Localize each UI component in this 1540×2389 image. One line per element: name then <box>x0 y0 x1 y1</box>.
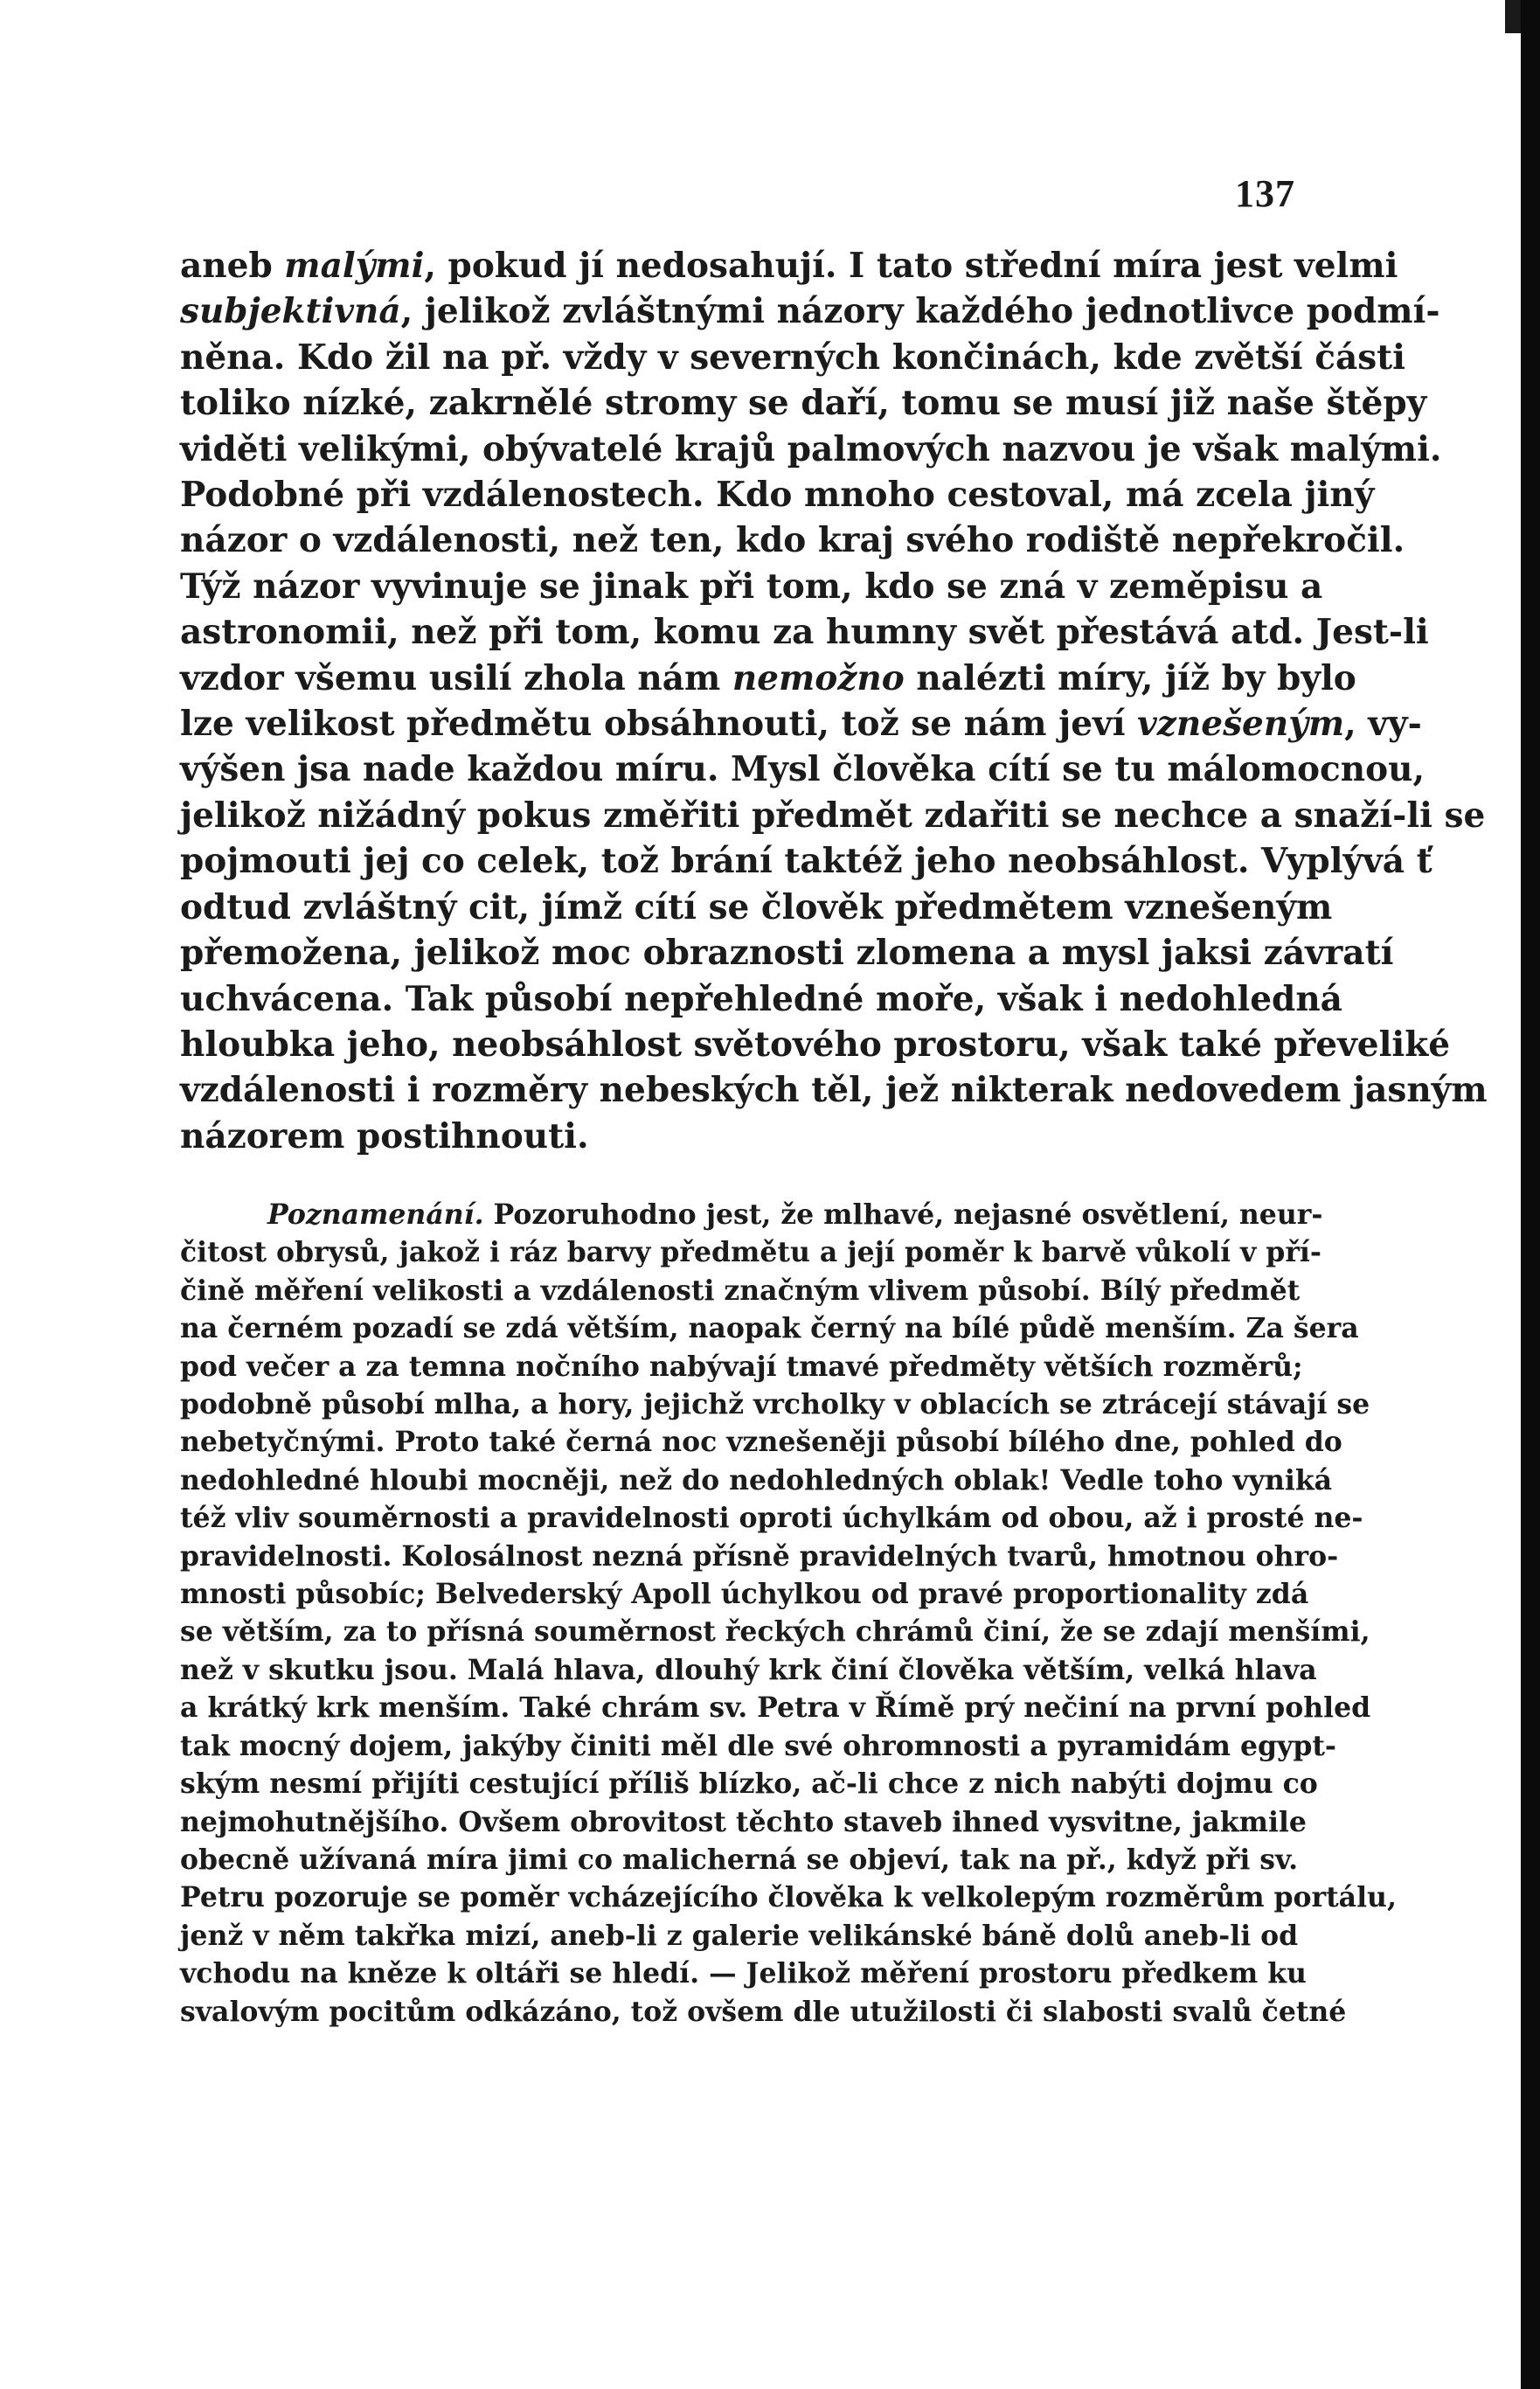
footnote-section <box>180 1196 1397 2031</box>
text-run: nalézti míry, jíž by bylo <box>904 657 1356 698</box>
text-line <box>180 793 1486 838</box>
note-line <box>180 1689 1371 1726</box>
note-text-run: mnosti působíc; Belvederský Apoll úchylkou od pravé proportionality zdá <box>180 1578 1309 1611</box>
note-text-run: též vliv souměrnosti a pravidelnosti oproti úchylkám od obou, až i prosté ne- <box>180 1502 1363 1535</box>
text-run: názorem postihnouti. <box>180 1115 589 1156</box>
note-line <box>180 1879 1397 1916</box>
note-text-run: nedohledné hloubi mocněji, než do nedohledných oblak! Vedle toho vyniká <box>180 1463 1333 1497</box>
text-line <box>180 885 1333 930</box>
note-line <box>180 1499 1363 1537</box>
note-text-run: a krátký krk menším. Také chrám sv. Petra v Římě prý nečiní na první pohled <box>180 1691 1371 1725</box>
note-text-run: na černém pozadí se zdá větším, naopak černý na bílé půdě menším. Za šera <box>180 1312 1359 1345</box>
note-line <box>180 1613 1370 1650</box>
text-line <box>180 1067 1488 1113</box>
text-run: názor o vzdálenosti, než ten, kdo kraj svého rodiště nepřekročil. <box>180 520 1405 561</box>
scan-border-corner <box>1505 0 1521 33</box>
emphasized-word: subjektivná <box>180 291 401 332</box>
text-line <box>180 564 1323 609</box>
note-text-run: Petru pozoruje se poměr vcházejícího člověka k velkolepým rozměrům portálu, <box>180 1881 1397 1914</box>
note-text-run: podobně působí mlha, a hory, jejichž vrcholky v oblacích se ztrácejí stávají se <box>180 1388 1370 1421</box>
note-text-run: čině měření velikosti a vzdálenosti značným vlivem působí. Bílý předmět <box>180 1274 1301 1307</box>
text-run: uchvácena. Tak působí nepřehledné moře, však i nedohledná <box>180 978 1342 1019</box>
note-line <box>180 1803 1307 1841</box>
note-text-run: pravidelnosti. Kolosálnost nezná přísně pravidelných tvarů, hmotnou ohro- <box>180 1539 1339 1573</box>
text-line <box>180 472 1375 517</box>
text-line <box>180 609 1429 655</box>
book-page <box>168 0 1488 2389</box>
text-run: lze velikost předmětu obsáhnouti, tož se nám jeví <box>180 704 1138 745</box>
text-run: odtud zvláštný cit, jímž cítí se člověk předmětem vznešeným <box>180 886 1333 927</box>
note-line <box>180 1423 1342 1461</box>
page-number: 137 <box>1235 172 1295 215</box>
text-run: hloubka jeho, neobsáhlost světového prostoru, však také převeliké <box>180 1024 1451 1065</box>
text-line <box>180 930 1394 976</box>
text-run: , vy- <box>1344 704 1422 745</box>
note-text-run: Pozoruhodno jest, že mlhavé, nejasné osvětlení, neur- <box>493 1198 1323 1231</box>
main-paragraph <box>180 243 1488 1159</box>
note-text-run: nebetyčnými. Proto také černá noc vznešeněji působí bílého dne, pohled do <box>180 1426 1342 1459</box>
note-line <box>180 1955 1307 1992</box>
note-text-run: vchodu na kněze k oltáři se hledí. — Jelikož měření prostoru předkem ku <box>180 1957 1307 1990</box>
text-run: , pokud jí nedosahují. I tato střední míra jest velmi <box>424 246 1398 286</box>
note-text-run: ským nesmí přijíti cestující příliš blízko, ač-li chce z nich nabýti dojmu co <box>180 1767 1318 1801</box>
note-text-run: se větším, za to přísná souměrnost řeckých chrámů činí, že se zdají menšími, <box>180 1615 1370 1649</box>
text-line <box>180 701 1422 747</box>
note-text-run: tak mocný dojem, jakýby činiti měl dle své ohromnosti a pyramidám egypt- <box>180 1729 1336 1762</box>
note-line <box>180 1309 1359 1347</box>
note-line <box>180 1917 1299 1955</box>
note-text-run: než v skutku jsou. Malá hlava, dlouhý krk činí člověka větším, velká hlava <box>180 1653 1317 1686</box>
text-run: vzdálenosti i rozměry nebeských těl, jež nikterak nedovedem jasným <box>180 1070 1488 1111</box>
scan-border-right <box>1521 0 1540 2389</box>
text-run: přemožena, jelikož moc obraznosti zlomena a mysl jaksi závratí <box>180 933 1394 974</box>
text-line <box>180 1114 1292 1159</box>
note-text-run: jenž v něm takřka mizí, aneb-li z galerie velikánské báně dolů aneb-li od <box>180 1919 1299 1952</box>
text-line <box>180 838 1432 884</box>
text-run: Podobné při vzdálenostech. Kdo mnoho cestoval, má zcela jiný <box>180 475 1375 516</box>
note-line <box>180 1348 1303 1385</box>
text-line <box>180 288 1440 334</box>
note-label: Poznamenání. <box>267 1198 484 1231</box>
note-text-run: obecně užívaná míra jimi co malicherná se objeví, tak na př., když při sv. <box>180 1843 1299 1876</box>
note-line <box>180 1272 1301 1309</box>
text-run: astronomii, než při tom, komu za humny svět přestává atd. Jest-li <box>180 612 1429 653</box>
note-text-run: čitost obrysů, jakož i ráz barvy předmětu a její poměr k barvě vůkolí v pří- <box>180 1236 1321 1269</box>
note-text-run: pod večer a za temna nočního nabývají tmavé předměty větších rozměrů; <box>180 1350 1303 1383</box>
text-run: něna. Kdo žil na př. vždy v severných končinách, kde zvětší části <box>180 337 1406 378</box>
note-line <box>180 1841 1299 1879</box>
emphasized-word: malými <box>284 246 425 286</box>
note-line <box>180 1196 1323 1233</box>
note-text-run: nejmohutnějšího. Ovšem obrovitost těchto staveb ihned vysvitne, jakmile <box>180 1805 1307 1838</box>
text-run: aneb <box>180 246 285 286</box>
text-line <box>180 517 1405 563</box>
text-run: Týž názor vyvinuje se jinak při tom, kdo se zná v zeměpisu a <box>180 566 1323 607</box>
note-line <box>180 1462 1333 1499</box>
text-run: výšen jsa nade každou míru. Mysl člověka cítí se tu málomocnou, <box>180 749 1426 790</box>
text-run: viděti velikými, obývatelé krajů palmových nazvou je však malými. <box>180 428 1442 469</box>
text-line <box>180 656 1356 701</box>
note-line <box>180 1538 1339 1575</box>
text-line <box>180 747 1426 792</box>
text-line <box>180 335 1406 380</box>
note-line <box>180 1385 1370 1423</box>
text-line <box>180 976 1342 1022</box>
text-run: vzdor všemu usilí zhola nám <box>180 657 732 698</box>
note-line <box>180 1727 1336 1765</box>
note-text-run: svalovým pocitům odkázáno, tož ovšem dle utužilosti či slabosti svalů četné <box>180 1995 1347 2028</box>
text-run: toliko nízké, zakrnělé stromy se daří, tomu se musí již naše štěpy <box>180 383 1427 424</box>
text-run: jelikož nižádný pokus změřiti předmět zdařiti se nechce a snaží-li se <box>180 795 1486 836</box>
text-line <box>180 243 1398 288</box>
note-line <box>180 1765 1318 1802</box>
emphasized-word: vznešeným <box>1137 704 1345 745</box>
note-line <box>180 1651 1317 1689</box>
text-run: pojmouti jej co celek, tož brání taktéž jeho neobsáhlost. Vyplývá ť <box>180 841 1432 882</box>
text-line <box>180 427 1442 472</box>
note-line <box>180 1993 1347 2031</box>
text-line <box>180 1022 1451 1067</box>
note-line <box>180 1575 1309 1613</box>
text-run: , jelikož zvláštnými názory každého jednotlivce podmí- <box>400 291 1440 332</box>
note-line <box>180 1233 1321 1271</box>
emphasized-word: nemožno <box>732 657 905 698</box>
text-line <box>180 380 1427 426</box>
